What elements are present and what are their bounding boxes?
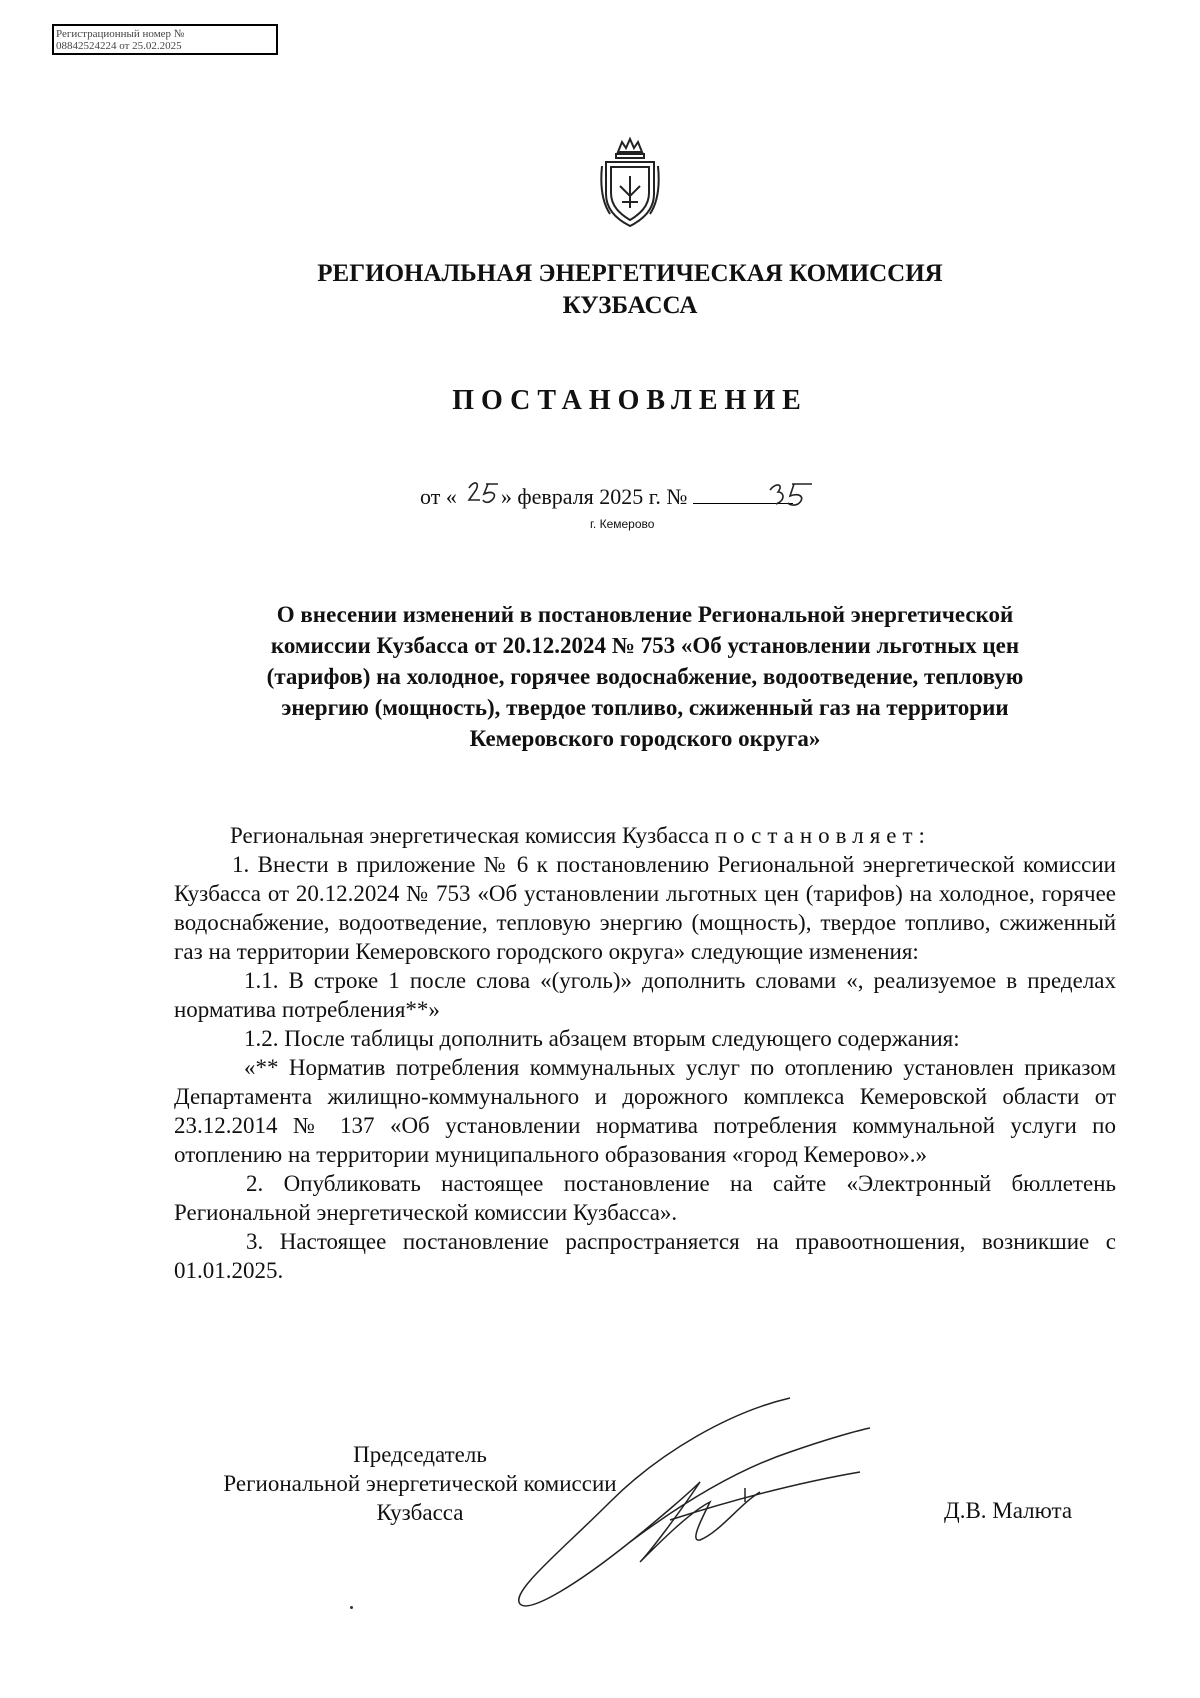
date-prefix: от « xyxy=(420,484,457,509)
item-1-2: 1.2. После таблицы дополнить абзацем вторым следующего содержания: xyxy=(244,1026,960,1051)
resolution-intro xyxy=(174,821,1116,850)
subject-line-3: (тарифов) на холодное, горячее водоснабжение, водоотведение, тепловую xyxy=(266,664,1024,689)
item-1: 1. Внести в приложение № 6 к постановлению Региональной энергетической комиссии Кузбасса от 20.12.2024 № 753 «Об установлении льготных цен (тарифов) на холодное, горячее водоснабжение, водоотведение, тепловую энергию (мощность), твердое топливо, сжиженный газ на территории Кемеровского городского округа» следующие изменения: xyxy=(174,852,1116,964)
coat-of-arms-icon xyxy=(598,136,662,228)
registration-line-1: Регистрационный номер № xyxy=(56,28,185,40)
org-line-1: РЕГИОНАЛЬНАЯ ЭНЕРГЕТИЧЕСКАЯ КОМИССИЯ xyxy=(317,260,943,287)
signer-line-2: Региональной энергетической комиссии xyxy=(223,1471,617,1496)
document-body xyxy=(174,821,1116,1285)
item-1-1: 1.1. В строке 1 после слова «(уголь)» дополнить словами «, реализуемое в пределах норматива потребления**» xyxy=(174,968,1116,1022)
organization-name xyxy=(0,258,1200,322)
subject-line-4: энергию (мощность), твердое топливо, сжиженный газ на территории xyxy=(281,695,1009,720)
subject-line-1: О внесении изменений в постановление Региональной энергетической xyxy=(276,602,1014,627)
intro-spaced: постановляет: xyxy=(714,823,931,848)
subject-line-2: комиссии Кузбасса от 20.12.2024 № 753 «Об установлении льготных цен xyxy=(270,633,1020,658)
subject-line-5: Кемеровского городского округа» xyxy=(469,726,821,751)
handwritten-day-icon xyxy=(466,478,506,506)
document-subject xyxy=(190,599,1100,754)
registration-line-2: 08842524224 от 25.02.2025 xyxy=(56,40,182,52)
document-type: ПОСТАНОВЛЕНИЕ xyxy=(452,385,808,416)
signer-line-1: Председатель xyxy=(353,1442,487,1467)
date-middle: » февраля 2025 г. № xyxy=(500,484,688,509)
signature-icon xyxy=(490,1392,930,1612)
item-2: 2. Опубликовать настоящее постановление на сайте «Электронный бюллетень Региональной энергетической комиссии Кузбасса». xyxy=(174,1171,1116,1225)
item-3: 3. Настоящее постановление распространяется на правоотношения, возникшие с 01.01.2025. xyxy=(174,1229,1116,1283)
org-line-2: КУЗБАССА xyxy=(562,292,698,319)
signer-line-3: Кузбасса xyxy=(376,1500,464,1525)
registration-stamp xyxy=(52,24,278,55)
signer-name: Д.В. Малюта xyxy=(944,1498,1073,1523)
handwritten-number-icon xyxy=(762,472,822,508)
city: г. Кемерово xyxy=(590,517,655,531)
quoted-paragraph: «** Норматив потребления коммунальных услуг по отоплению установлен приказом Департамента жилищно-коммунального и дорожного комплекса Кемеровской области от 23.12.2014 № 137 «Об установлении норматива потребления коммунальной услуги по отоплению на территории муниципального образования «город Кемерово».» xyxy=(174,1055,1116,1167)
stray-mark xyxy=(350,1606,353,1609)
intro-text: Региональная энергетическая комиссия Кузбасса xyxy=(230,823,715,848)
